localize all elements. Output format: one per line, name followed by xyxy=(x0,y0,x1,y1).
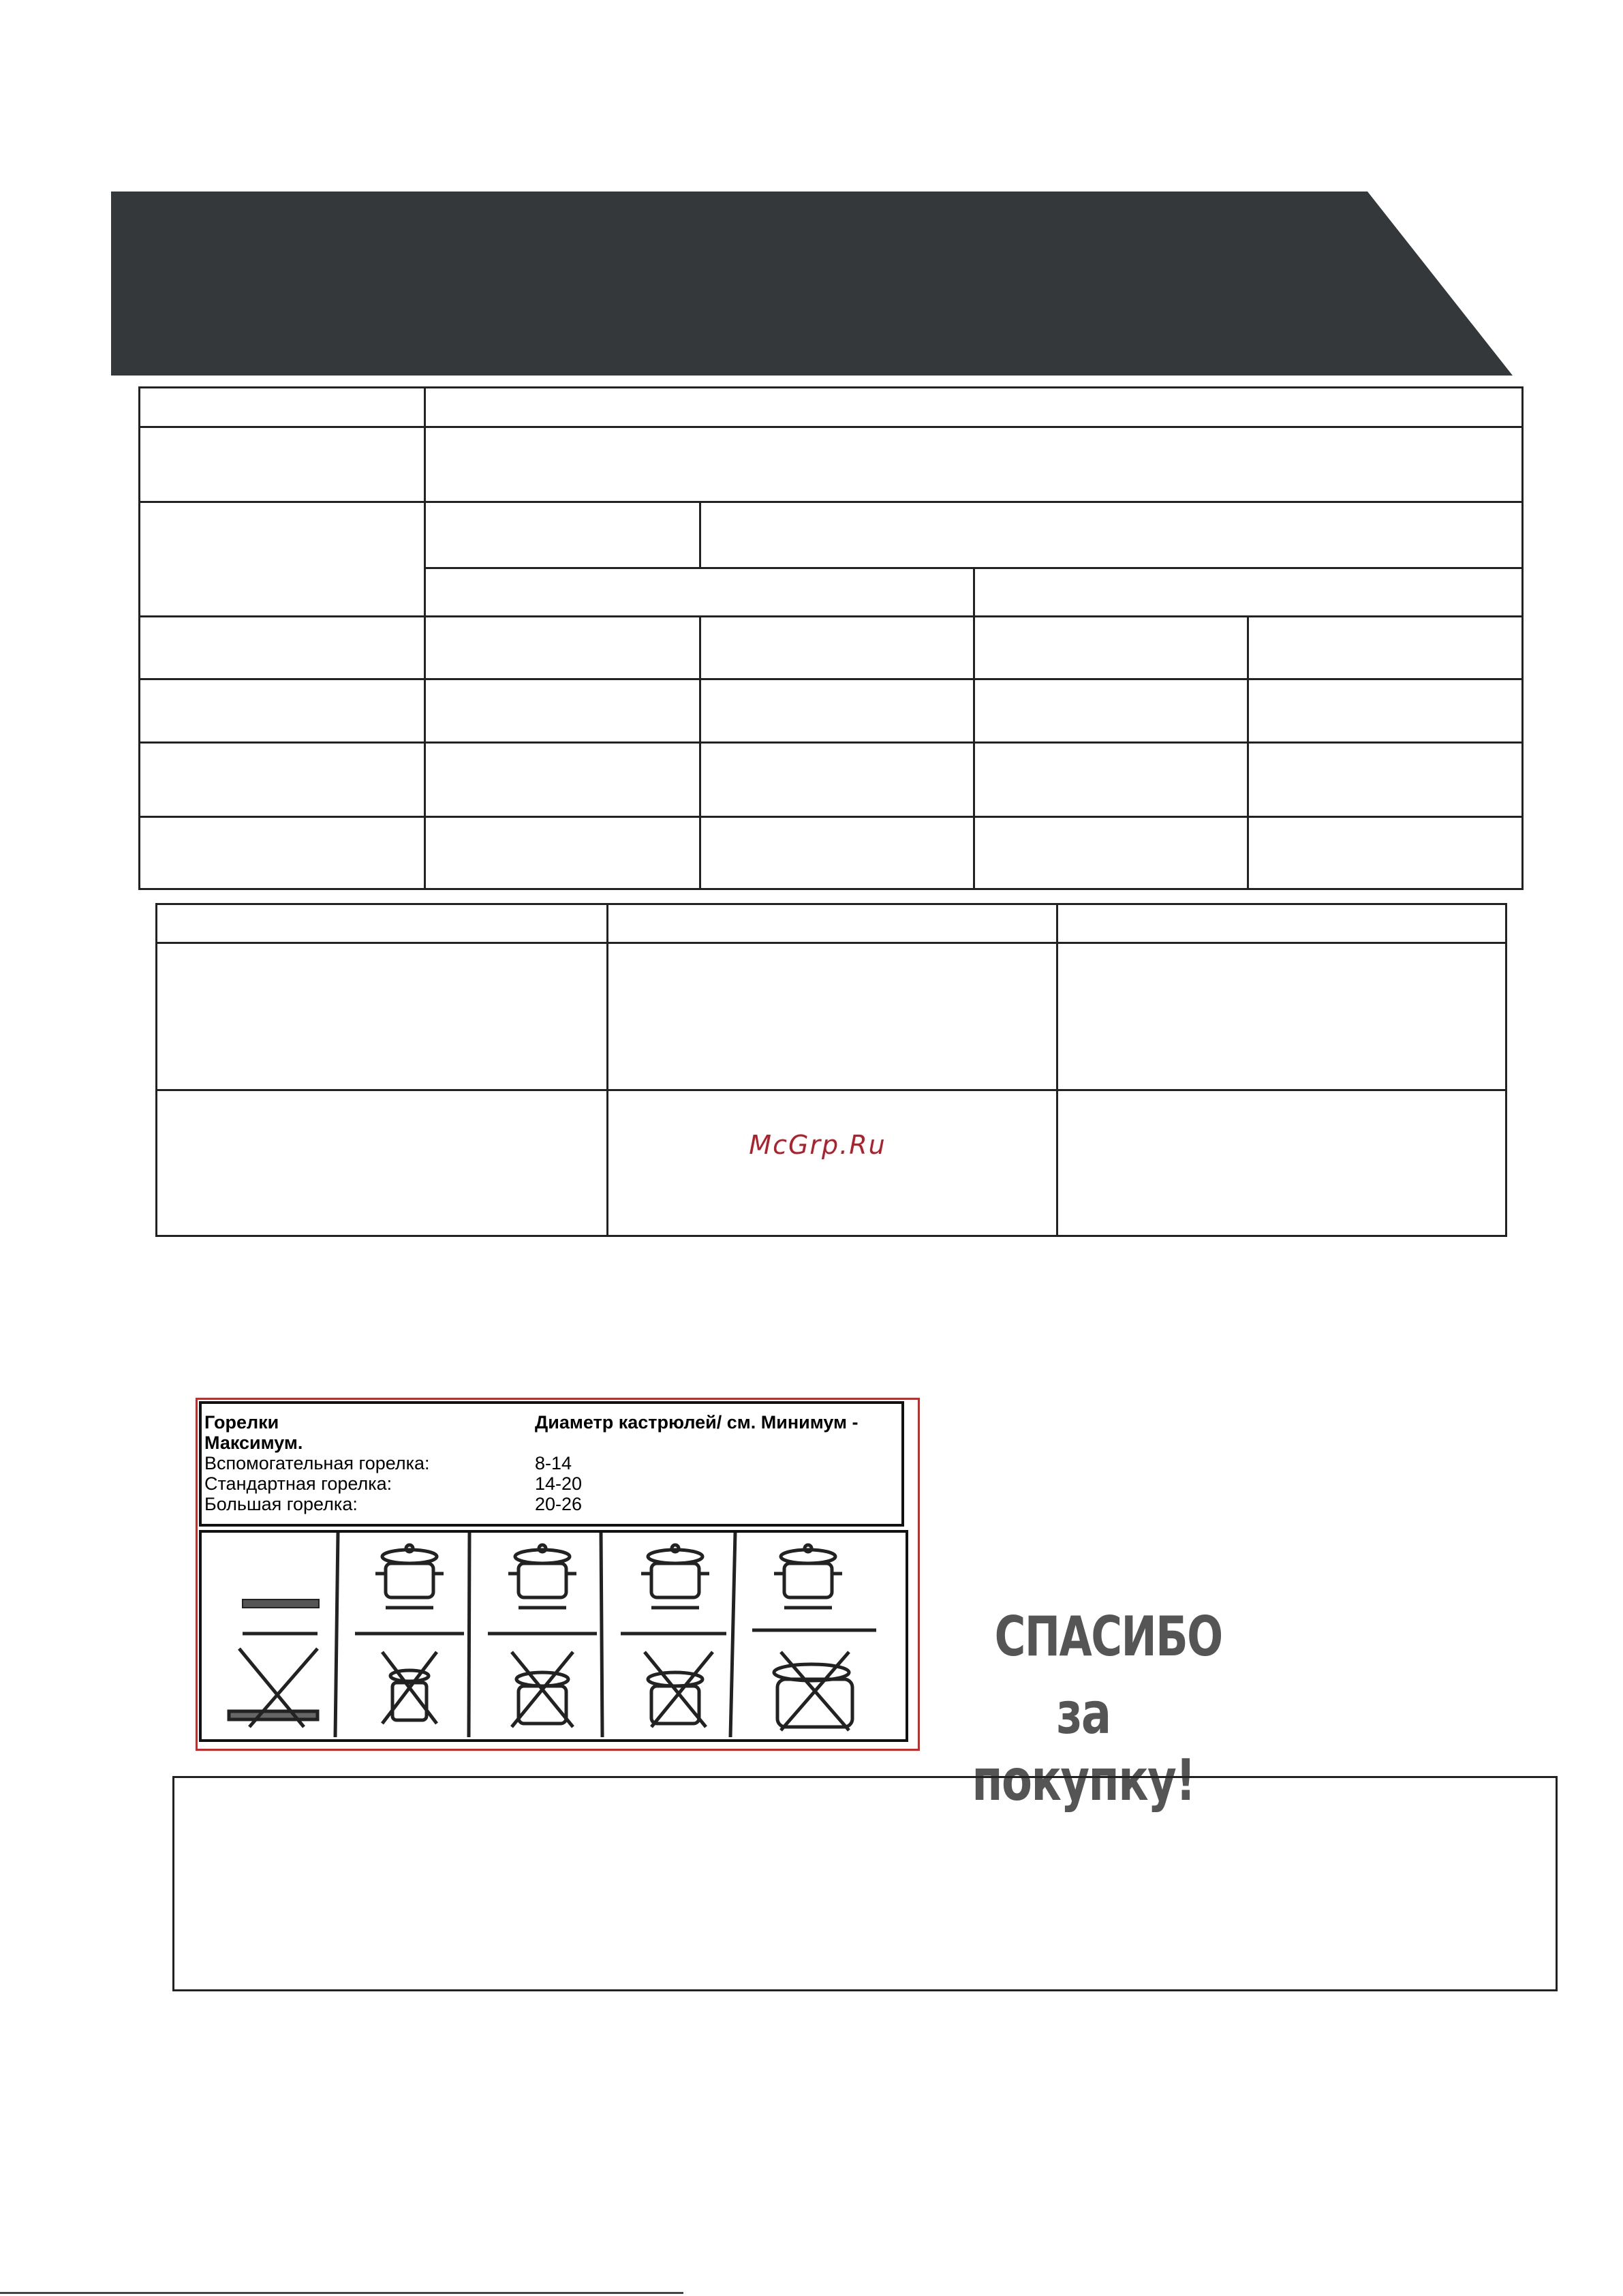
watermark: McGrp.Ru xyxy=(749,1130,886,1160)
footer-divider xyxy=(0,2292,683,2294)
burner-row-range: 8-14 xyxy=(535,1453,572,1473)
burner-table xyxy=(199,1401,904,1527)
pot-crossed-icon xyxy=(512,1652,573,1727)
pot-ok-icon xyxy=(641,1545,709,1608)
spec-table xyxy=(138,386,1524,890)
griddle-crossed-icon xyxy=(229,1649,318,1727)
burner-row-range: 20-26 xyxy=(535,1494,583,1514)
burner-header-left: Горелки xyxy=(204,1412,279,1433)
pot-crossed-icon xyxy=(382,1652,437,1724)
info-table xyxy=(155,903,1507,1237)
pot-crossed-icon xyxy=(774,1652,852,1730)
cookware-diagram xyxy=(202,1533,906,1739)
burner-row-range: 14-20 xyxy=(535,1473,583,1494)
thanks-line2: за покупку! xyxy=(972,1680,1195,1813)
pot-crossed-icon xyxy=(645,1652,713,1727)
pot-ok-icon xyxy=(375,1545,444,1608)
pot-ok-icon xyxy=(508,1545,576,1608)
thanks-line1: СПАСИБО xyxy=(994,1605,1222,1668)
burner-row-name: Вспомогательная горелка: xyxy=(204,1453,430,1473)
header-banner xyxy=(111,192,1513,376)
burner-row-name: Стандартная горелка: xyxy=(204,1473,392,1494)
pot-ok-icon xyxy=(774,1545,842,1608)
burner-row-name: Большая горелка: xyxy=(204,1494,358,1514)
notes-box xyxy=(172,1776,1558,1991)
griddle-icon xyxy=(243,1599,319,1608)
burner-header-right: Диаметр кастрюлей/ см. Минимум - xyxy=(535,1412,859,1433)
cookware-icons-panel xyxy=(199,1530,908,1742)
burner-header-cont: Максимум. xyxy=(204,1433,303,1453)
